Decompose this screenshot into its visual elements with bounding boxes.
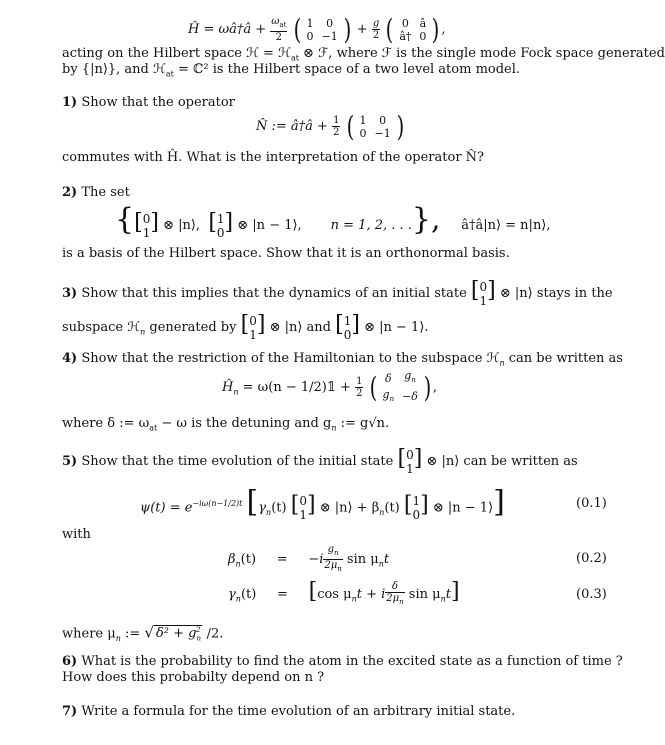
equation-tag-0-3: (0.3) <box>576 587 607 602</box>
equation-restricted-hamiltonian: $Ĥ_n = \omega(n$ − 1/2)𝟙 + $\frac{1}{2}$ ( δ $g_n$ $g_n$ −δ ) , <box>222 368 437 408</box>
equation-number-operator: N̂ := â†â + $\frac{1}{2}$ ( 1 0 0 −1 ) <box>256 109 405 143</box>
question-2: 2) The set <box>62 185 130 200</box>
where-mu-definition: where $\mu_n$ := √ $\delta^2 + g_n^2$ /2. <box>62 623 224 643</box>
question-3-line2: subspace ℋ$_n$ generated by [0 1] ⊗ |n⟩ and [1 0] ⊗ |n − 1⟩. <box>62 312 429 342</box>
equation-psi: $\psi(t) = e^{-i\omega(n-1/2)t}$ [$\gamma_n(t)$ [0 1] ⊗ |n⟩ + $\beta_n(t)$ [1 0] ⊗ |n − 1⟩] <box>140 484 505 522</box>
question-4: 4) Show that the restriction of the Hamiltonian to the subspace ℋ$_n$ can be written as <box>62 351 623 368</box>
number-operator-matrix: 1 0 0 −1 <box>359 113 391 140</box>
equation-gamma: $\gamma_n(t) = [\cos$ $\mu_nt + i$ $\frac{\delta}{2\mu_n}$ $\sin \mu_nt$] <box>228 579 460 606</box>
question-6-line2: How does this probabilty depend on n ? <box>62 670 325 685</box>
hamiltonian-matrix1: 1 0 0 −1 <box>306 16 338 43</box>
question-3: 3) Show that this implies that the dynamics of an initial state [0 1] ⊗ |n⟩ stays in the <box>62 278 613 308</box>
question-6: 6) What is the probability to find the atom in the excited state as a function of time ? <box>62 654 623 669</box>
equation-hamiltonian: Ĥ = ωâ†â + $\frac{\omega_{at}}{2}$ ( 1 0 0 −1 ) + $\frac{g}{2}$ ( 0 â â† 0 ) , <box>188 12 446 46</box>
question-7: 7) Write a formula for the time evolution of an arbitrary initial state. <box>62 704 516 719</box>
hamiltonian-matrix2: 0 â â† 0 <box>399 16 427 43</box>
with-text: with <box>62 527 91 542</box>
question-4-text: where δ := $\omega_{at} - \omega$ is the detuning and $g_n$ := g√n. <box>62 416 390 433</box>
equation-basis-set: {[0 1] ⊗ |n⟩, [1 0] ⊗ |n − 1⟩, n = 1, 2, . . .}, â†â|n⟩ = n|n⟩, <box>115 202 551 240</box>
question-1-text: commutes with Ĥ. What is the interpretation of the operator N̂? <box>62 150 485 165</box>
question-1: 1) Show that the operator <box>62 95 235 110</box>
equation-tag-0-2: (0.2) <box>576 551 607 566</box>
equation-tag-0-1: (0.1) <box>576 496 607 511</box>
text-acting-line2: by {|n⟩}, and ℋ$_{at}$ = ℂ² is the Hilbert space of a two level atom model. <box>62 62 521 79</box>
question-2-text: is a basis of the Hilbert space. Show that it is an orthonormal basis. <box>62 246 510 261</box>
restricted-hamiltonian-matrix: δ $g_n$ $g_n$ −δ <box>382 369 418 404</box>
question-5: 5) Show that the time evolution of the initial state [0 1] ⊗ |n⟩ can be written as <box>62 446 578 476</box>
hamiltonian-frac2: $\frac{g}{2}$ <box>372 18 380 41</box>
text-acting-line1: acting on the Hilbert space ℋ = ℋ$_{at}$ ⊗ ℱ, where ℱ is the single mode Fock space generated <box>62 46 665 63</box>
equation-beta: $\beta_n(t) = -i$ $\frac{g_n}{2\mu_n}$ $\sin \mu_nt$ <box>228 544 390 573</box>
hamiltonian-lhs: Ĥ = ωâ†â + <box>188 22 271 37</box>
hamiltonian-frac1: $\frac{\omega_{at}}{2}$ <box>271 16 287 43</box>
